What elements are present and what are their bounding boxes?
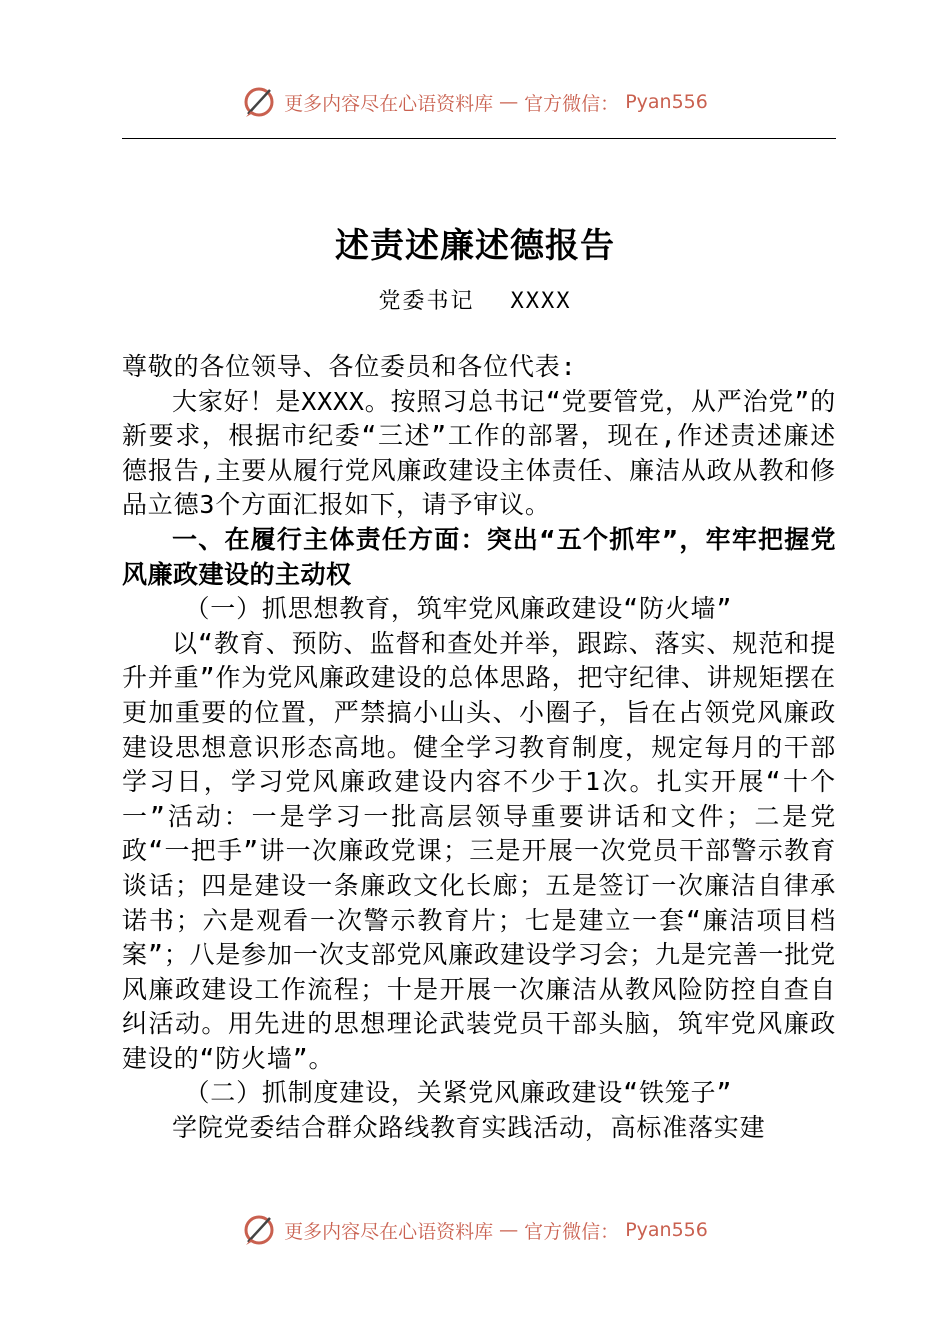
watermark-wechat-label: 官方微信： — [524, 92, 620, 115]
brush-logo-icon — [242, 84, 278, 120]
brush-logo-icon — [242, 1212, 278, 1248]
watermark-site-text: 更多内容尽在心语资料库 — [284, 1220, 494, 1243]
watermark-wechat-id: Pyan556 — [625, 1219, 708, 1241]
watermark-site-text: 更多内容尽在心语资料库 — [284, 92, 494, 115]
footer-watermark — [0, 1212, 950, 1248]
subsection-2-heading: （二）抓制度建设，关紧党风廉政建设“铁笼子” — [184, 1078, 733, 1108]
author-role: 党委书记 — [378, 289, 475, 314]
author-name: XXXX — [510, 289, 572, 314]
watermark-wechat-id: Pyan556 — [625, 91, 708, 113]
header-watermark — [0, 84, 950, 120]
document-author — [0, 284, 950, 315]
document-title: 述责述廉述德报告 — [335, 226, 615, 266]
intro-paragraph: 大家好！是XXXX。按照习总书记“党要管党，从严治党”的新要求，根据市纪委“三述”工作的部署，现在,作述责述廉述德报告,主要从履行党风廉政建设主体责任、廉洁从政从教和修品立德3个方面汇报如下，请予审议。 — [122, 386, 836, 520]
watermark-separator: — — [499, 1219, 519, 1241]
subsection-1-body: 以“教育、预防、监督和查处并举，跟踪、落实、规范和提升并重”作为党风廉政建设的总体思路，把守纪律、讲规矩摆在更加重要的位置，严禁搞小山头、小圈子，旨在占领党风廉政建设思想意识形态高地。健全学习教育制度，规定每月的干部学习日，学习党风廉政建设内容不少于1次。扎实开展“十个一”活动：一是学习一批高层领导重要讲话和文件；二是党政“一把手”讲一次廉政党课；三是开展一次党员干部警示教育谈话；四是建设一条廉政文化长廊；五是签订一次廉洁自律承诺书；六是观看一次警示教育片；七是建立一套“廉洁项目档案”；八是参加一次支部党风廉政建设学习会；九是完善一批党风廉政建设工作流程；十是开展一次廉洁从教风险防控自查自纠活动。用先进的思想理论武装党员干部头脑，筑牢党风廉政建设的“防火墙”。 — [122, 628, 836, 1073]
header-divider — [122, 138, 836, 139]
watermark-wechat-label: 官方微信： — [524, 1220, 620, 1243]
watermark-separator: — — [499, 91, 519, 113]
subsection-1-heading: （一）抓思想教育，筑牢党风廉政建设“防火墙” — [184, 594, 733, 624]
subsection-2-body: 学院党委结合群众路线教育实践活动，高标准落实建 — [172, 1113, 766, 1143]
section-1-heading: 一、在履行主体责任方面：突出“五个抓牢”，牢牢把握党风廉政建设的主动权 — [122, 524, 836, 589]
salutation: 尊敬的各位领导、各位委员和各位代表: — [122, 352, 577, 381]
document-body — [122, 350, 836, 1146]
